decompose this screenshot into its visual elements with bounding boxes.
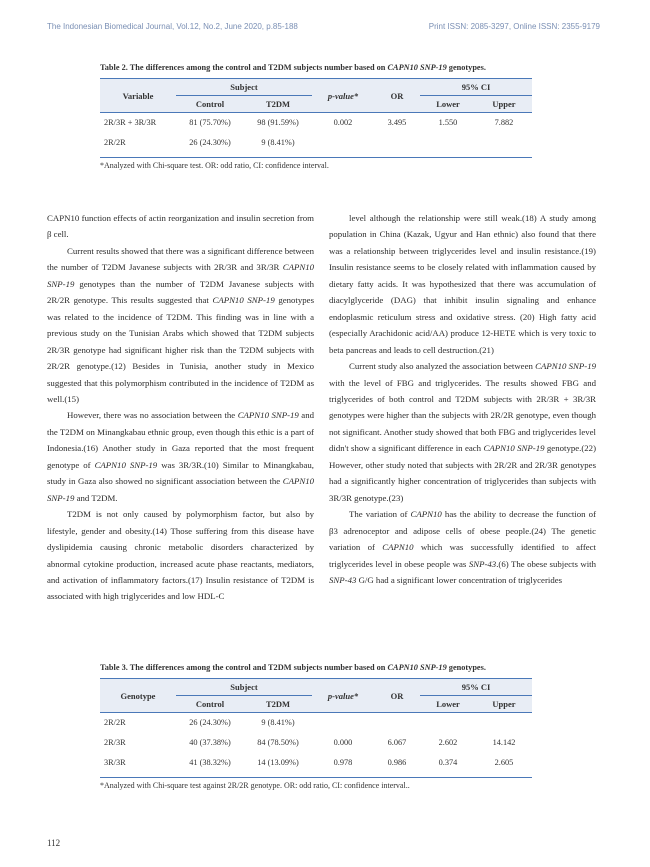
text-run: genotypes than the number of T2DM Javanese subjects with 2R/2R genotype. This results suggested that [47,278,314,306]
col-header-subject: Subject [176,679,312,696]
table-cell [420,133,476,153]
table-cell: 7.882 [494,118,514,128]
text-run: CAPN10 [410,509,442,520]
text-run: SNP-43 [468,558,497,569]
table-cell: 0.978 [333,758,353,767]
table-row [100,733,532,753]
text-run: CAPN10 [382,542,414,553]
table-cell: 2R/2R [104,138,126,147]
col-header-variable: Variable [122,90,154,101]
table-cell: 41 (38.32%) [189,758,231,767]
col-header-or: OR [390,90,404,101]
table-2-grid [100,78,532,153]
col-header-or: OR [390,690,404,701]
issn-header: Print ISSN: 2085-3297, Online ISSN: 2355-9179 [428,22,600,31]
text-run: has the ability to decrease the function of β3 adrenoceptor and adipose cells of obese people.(24) The genetic variation of [329,509,596,553]
text-run: CAPN10 SNP-19 [237,410,299,421]
body-column-right [329,210,596,588]
table-row [100,713,532,733]
table-cell: 0.986 [387,758,407,767]
table-cell: 9 (8.41%) [261,138,295,147]
table-3-caption: Table 3. The differences among the control and T2DM subjects number based on CAPN10 SNP-19 genotypes. [100,663,486,672]
body-paragraph [47,407,314,506]
journal-header: The Indonesian Biomedical Journal, Vol.12, No.2, June 2020, p.85-188 [47,22,298,31]
table-cell: 81 (75.70%) [189,118,231,128]
table-cell: 2R/2R [104,718,126,728]
table-2-footnote: *Analyzed with Chi-square test. OR: odd ratio, CI: confidence interval. [100,157,532,170]
text-run: CAPN10 function effects of actin reorganization and insulin secretion from β cell. [47,213,314,240]
table-cell: 26 (24.30%) [189,138,231,147]
table-cell [476,133,532,153]
table-cell: 2R/3R + 3R/3R [104,118,157,128]
table-row [100,113,532,133]
text-run: G/G had a significant lower concentration of triglycerides [356,574,563,585]
col-header-control: Control [195,699,225,709]
text-run: CAPN10 SNP-19 [47,476,314,503]
col-header-t2dm: T2DM [265,99,291,109]
text-run: Current results showed that there was a significant difference between the number of T2DM Javanese subjects with 2R/3R and 3R/3R [47,245,314,273]
table-cell: 84 (78.50%) [257,738,299,747]
col-header-control: Control [195,99,225,109]
col-header-pvalue: p-value* [327,90,359,101]
table-cell [374,133,420,153]
table-cell: 26 (24.30%) [189,718,231,728]
table-cell: 1.550 [438,118,458,128]
table-cell [312,713,374,733]
col-header-subject: Subject [176,79,312,96]
body-paragraph [47,210,314,243]
table-row [100,133,532,153]
text-run: genotypes was related to the incidence of T2DM. This finding was in line with a previous study on the Tunisian Arabs which showed that T2DM subjects 2R/3R genotype had significant higher risk than the T2DM subjects with 2R/2R genotype.(12) Besides in Tunisia, another study in Mexico suggested that this polymorphism contributed in the incidence of T2DM as well.(15) [47,295,315,404]
table-cell: 2.605 [494,758,514,767]
col-header-lower: Lower [436,99,460,109]
text-run: CAPN10 SNP-19 [483,443,545,454]
table-cell: 3.495 [387,118,407,128]
body-paragraph [329,506,596,588]
table-cell [476,713,532,733]
table-3 [100,662,532,790]
table-cell: 3R/3R [104,758,126,767]
text-run: which was successfully identified to affect triglycerides level in obese people was [329,542,596,569]
table-2 [100,62,532,170]
col-header-t2dm: T2DM [265,699,291,709]
table-cell: 98 (91.59%) [257,118,299,128]
table-3-footnote: *Analyzed with Chi-square test against 2R/2R genotype. OR: odd ratio, CI: confidence interval.. [100,777,532,790]
text-run: CAPN10 SNP-19 [94,459,158,470]
table-cell [374,713,420,733]
col-header-upper: Upper [492,699,516,709]
text-run: with the level of FBG and triglycerides. The results showed FBG and triglycerides of both control and T2DM subjects with 2R/3R + 3R/3R genotypes were higher than the subjects with 2R/2R genotype, even though not significant. Another study showed that both FBG and triglycerides level didn't show a significant difference in each [329,377,596,454]
table-cell: 40 (37.38%) [189,738,231,747]
body-paragraph [47,243,314,408]
text-run: CAPN10 SNP-19 [535,361,596,372]
table-cell: 14.142 [492,738,516,747]
text-run: T2DM is not only caused by polymorphism factor, but also by lifestyle, gender and obesity.(14) Those suffering from this disease have dyslipidemia causing chronic metabolic disorders characterized by abnormal cytokine production, increased acute phase reactants, mediators, and activation of inflammatory factors.(17) Insulin resistance of T2DM is associated with high triglycerides and low HDL-C [47,509,314,602]
col-header-genotype: Genotype [120,690,156,701]
text-run: and T2DM. [74,492,118,503]
body-column-left [47,210,314,605]
table-cell [420,713,476,733]
text-run: was 3R/3R.(10) Similar to Minangkabau, study in Gaza also showed no significant association between the [47,459,314,487]
text-run: genotype.(22) However, other study noted that subjects with 2R/2R and 2R/3R genotypes had a significantly higher concentration of triglycerides than subjects with 3R/3R genotype.(23) [329,443,597,503]
table-row [100,753,532,773]
col-header-upper: Upper [492,99,516,109]
page-number: 112 [47,838,61,848]
text-run: Current study also analyzed the association between [349,361,536,372]
table-2-caption: Table 2. The differences among the control and T2DM subjects number based on CAPN10 SNP-19 genotypes. [100,63,486,72]
table-cell: 0.002 [333,118,353,128]
table-cell: 2.602 [438,738,458,747]
text-run: SNP-43 [329,574,357,585]
text-run: and the T2DM on Minangkabau ethnic group, even though this ethic is a part of Indonesia.(16) Another study in Gaza reported that the most frequent genotype of [47,410,315,470]
body-paragraph [47,506,314,605]
col-header-lower: Lower [436,699,460,709]
text-run: CAPN10 SNP-19 [212,295,275,306]
table-cell: 14 (13.09%) [257,758,299,767]
text-run: CAPN10 SNP-19 [47,262,314,289]
body-paragraph [329,210,596,358]
text-run: level although the relationship were still weak.(18) A study among population in China (Kazak, Ugyur and Han ethnic) also found that there was a relationship between triglycerides level and insulin resistance.(19) Insulin resistance seems to be closely related with inflammation caused by dietary fatty acids. It was hypothesized that there was accumulation of diacylglyceride (DAG) that inhibit insulin signaling and enhance endoplasmic reticulum stress and oxidative stress. (20) High fatty acid (especially Arachidonic acid/AA) produce 12-HETE which is very toxic to beta pancreas and leads to cell destruction.(21) [329,213,596,355]
col-header-ci: 95% CI [420,79,532,96]
text-run: However, there was no association between the [67,410,238,421]
table-cell: 0.000 [333,738,353,747]
text-run: The variation of [349,509,411,520]
col-header-ci: 95% CI [420,679,532,696]
table-cell: 6.067 [387,738,407,747]
table-cell: 2R/3R [104,738,126,747]
table-cell [312,133,374,153]
table-cell: 0.374 [438,758,458,767]
table-3-grid [100,678,532,773]
body-paragraph [329,358,596,506]
table-cell: 9 (8.41%) [261,718,295,728]
col-header-pvalue: p-value* [327,690,359,701]
text-run: .(6) The obese subjects with [496,558,596,569]
